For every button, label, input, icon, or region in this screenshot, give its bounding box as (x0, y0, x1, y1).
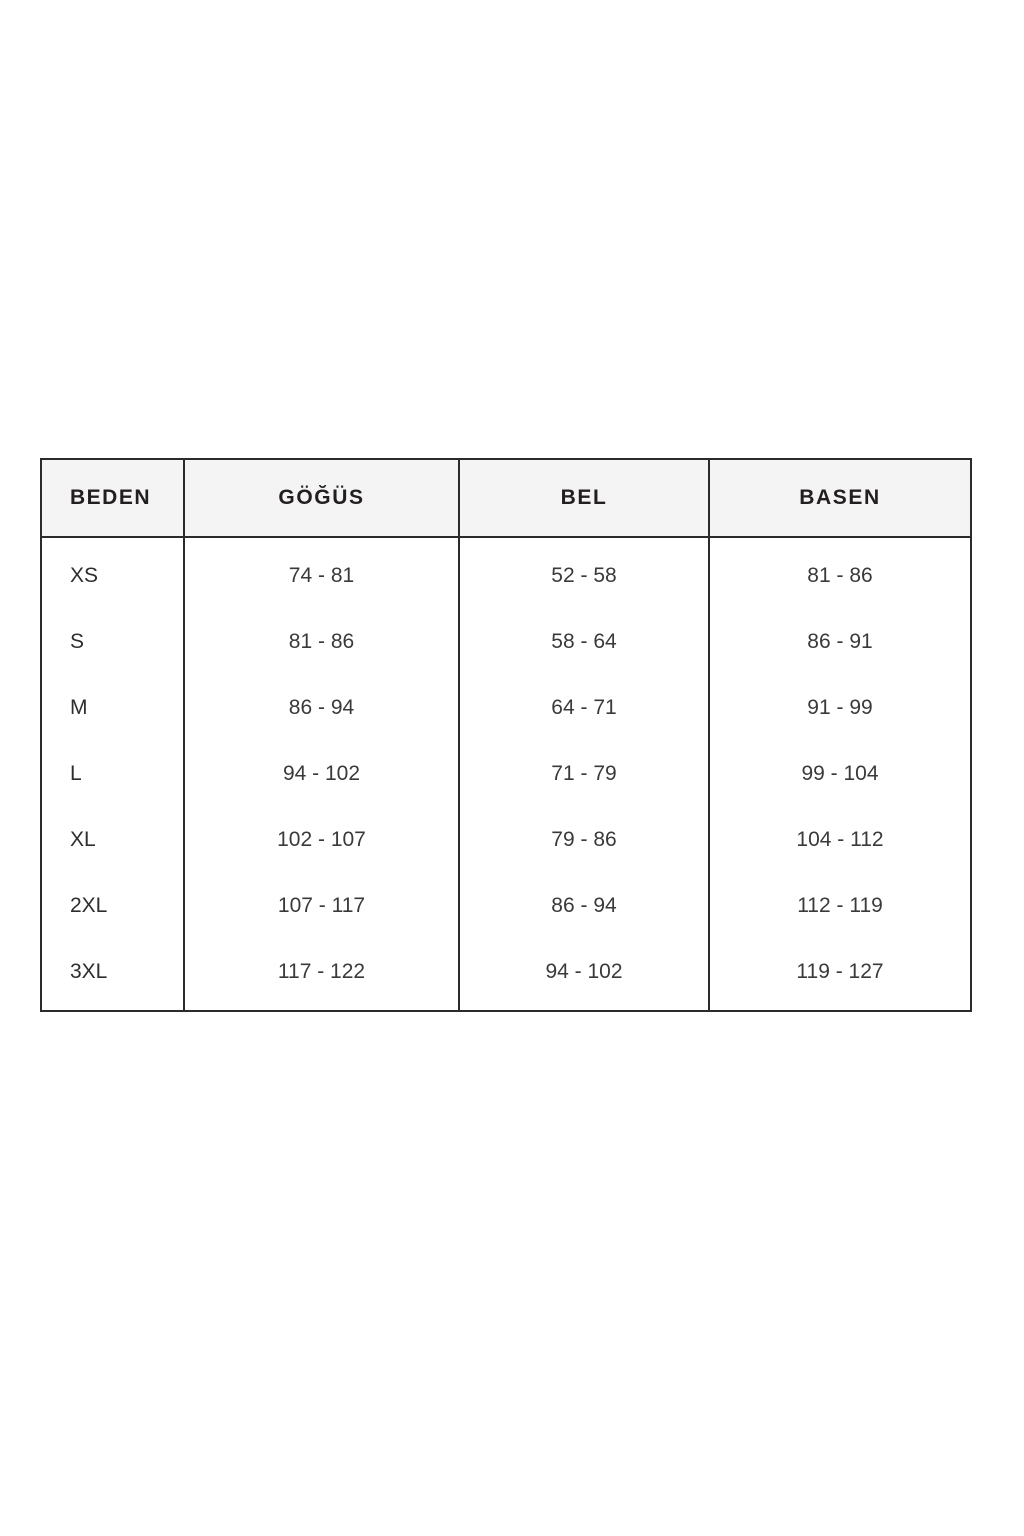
cell-gogus: 107 - 117 (184, 873, 459, 939)
cell-gogus: 94 - 102 (184, 741, 459, 807)
cell-size: XL (41, 807, 184, 873)
cell-size: XS (41, 537, 184, 609)
column-header-beden: BEDEN (41, 459, 184, 537)
cell-bel: 94 - 102 (459, 939, 709, 1011)
cell-basen: 112 - 119 (709, 873, 971, 939)
cell-size: L (41, 741, 184, 807)
table-row (41, 609, 971, 675)
cell-size: 2XL (41, 873, 184, 939)
cell-basen: 86 - 91 (709, 609, 971, 675)
cell-basen: 81 - 86 (709, 537, 971, 609)
table-row (41, 939, 971, 1011)
cell-bel: 71 - 79 (459, 741, 709, 807)
table-row (41, 807, 971, 873)
column-header-gogus: GÖĞÜS (184, 459, 459, 537)
table-row (41, 675, 971, 741)
cell-bel: 79 - 86 (459, 807, 709, 873)
column-header-basen: BASEN (709, 459, 971, 537)
cell-basen: 119 - 127 (709, 939, 971, 1011)
size-chart-container (40, 458, 970, 1012)
column-header-bel: BEL (459, 459, 709, 537)
cell-gogus: 81 - 86 (184, 609, 459, 675)
cell-size: 3XL (41, 939, 184, 1011)
table-header-row (41, 459, 971, 537)
cell-gogus: 86 - 94 (184, 675, 459, 741)
cell-bel: 52 - 58 (459, 537, 709, 609)
cell-size: M (41, 675, 184, 741)
table-row (41, 537, 971, 609)
cell-gogus: 102 - 107 (184, 807, 459, 873)
cell-bel: 64 - 71 (459, 675, 709, 741)
cell-bel: 86 - 94 (459, 873, 709, 939)
cell-gogus: 117 - 122 (184, 939, 459, 1011)
cell-bel: 58 - 64 (459, 609, 709, 675)
table-row (41, 741, 971, 807)
table-row (41, 873, 971, 939)
cell-gogus: 74 - 81 (184, 537, 459, 609)
table-body (41, 537, 971, 1011)
cell-basen: 104 - 112 (709, 807, 971, 873)
size-chart-table (40, 458, 972, 1012)
cell-basen: 99 - 104 (709, 741, 971, 807)
cell-basen: 91 - 99 (709, 675, 971, 741)
table-header (41, 459, 971, 537)
cell-size: S (41, 609, 184, 675)
